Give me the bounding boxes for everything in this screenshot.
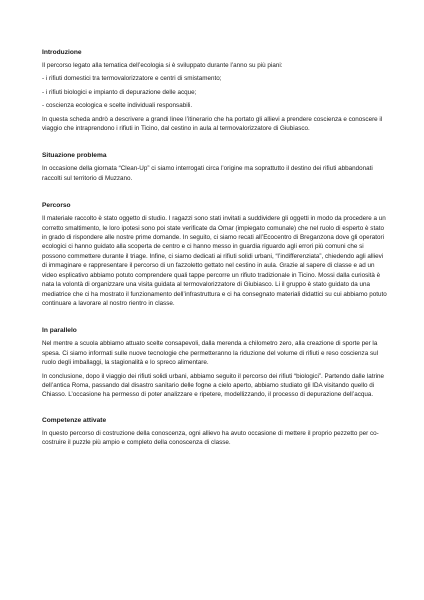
section-introduzione (42, 48, 387, 133)
heading-introduzione: Introduzione (42, 49, 82, 56)
intro-body-paragraph: In questa scheda andrò a descrivere a grandi linee l’itinerario che ha portato gli allievi a prendere coscienza e conoscere il viaggio che intraprendono i rifiuti in Ticino, dal cestino in aula al termovalorizzatore di Giubiasco. (42, 115, 383, 133)
document-page (42, 48, 387, 452)
competenze-paragraph: In questo percorso di costruzione della conoscenza, ogni allievo ha avuto occasione di mettere il proprio pezzetto per co-costruire il puzzle più ampio e completo della conoscenza di classe. (42, 429, 379, 447)
heading-competenze-attivate: Competenze attivate (42, 416, 107, 424)
heading-situazione-problema: Situazione problema (42, 152, 107, 160)
section-competenze-attivate (42, 416, 387, 448)
heading-percorso: Percorso (42, 202, 71, 210)
percorso-paragraph: Il materiale raccolto è stato oggetto di studio. I ragazzi sono stati invitati a suddividere gli oggetti in modo da procedere a un corretto smaltimento, le loro ipotesi sono poi state verificate da Omar (impiegato comunale) che nel ruolo di esperto è stato in grado di rispondere alle nostre prime domande. In seguito, ci siamo recati all’Ecocentro di Breganzona dove gli operatori ecologici ci hanno guidato alla scoperta de centro e ci hanno messo in guardia riguardo agli errori più comuni che si possono commettere durante il triage. Infine, ci siamo dedicati ai rifiuti solidi urbani, “l’indifferenziata”, chiedendo agli allievi di immaginare e rappresentare il percorso di un fazzoletto gettato nel cestino in aula. Grazie al sapere di classe e ad un video esplicativo abbiamo potuto comprendere quali tappe percorre un rifiuto tradizionale in Ticino. Mossi dalla curiosità è nata la volontà di organizzare una visita guidata al termovalorizzatore di Giubiasco. Li il gruppo è stato guidato da una mediatrice che ci ha mostrato il funzionamento dell’infrastruttura e ci ha consegnato materiali didattici su cui abbiamo potuto continuare a lavorare al nostro rientro in classe. (42, 215, 387, 307)
parallelo-paragraph-1: Nel mentre a scuola abbiamo attuato scelte consapevoli, dalla merenda a chilometro zero, alla creazione di sporte per la spesa. Ci siamo informati sulle nuove tecnologie che permetteranno la riduzione del volume di rifiuti e reso coscienza sul ruolo degli imballaggi, la stagionalità e lo spreco alimentare. (42, 340, 379, 367)
section-situazione-problema (42, 151, 387, 183)
list-item: - i rifiuti biologici e impianto di depurazione delle acque; (42, 88, 197, 96)
heading-in-parallelo: In parallelo (42, 327, 77, 335)
list-item: - i rifiuti domestici tra termovalorizzatore e centri di smistamento; (42, 75, 222, 83)
section-percorso (42, 201, 387, 308)
intro-paragraph: Il percorso legato alla tematica dell’ecologia si è sviluppato durante l’anno su più piani: (42, 62, 283, 69)
section-in-parallelo (42, 326, 387, 399)
list-item: - coscienza ecologica e scelte individuali responsabili. (42, 102, 193, 110)
parallelo-paragraph-2: In conclusione, dopo il viaggio dei rifiuti solidi urbani, abbiamo seguito il percorso dei rifiuti “biologici”. Partendo dalle latrine dell’antica Roma, passando dal disastro sanitario delle fogne a cielo aperto, abbiamo studiato gli IDA visitando quello di Chiasso. L’occasione ha permesso di poter analizzare e ripetere, modellizzando, il processo di depurazione dell’acqua. (42, 372, 384, 399)
situazione-paragraph: In occasione della giornata “Clean-Up” ci siamo interrogati circa l’origine ma soprattutto il destino dei rifiuti abbandonati raccolti sul territorio di Muzzano. (42, 165, 373, 182)
